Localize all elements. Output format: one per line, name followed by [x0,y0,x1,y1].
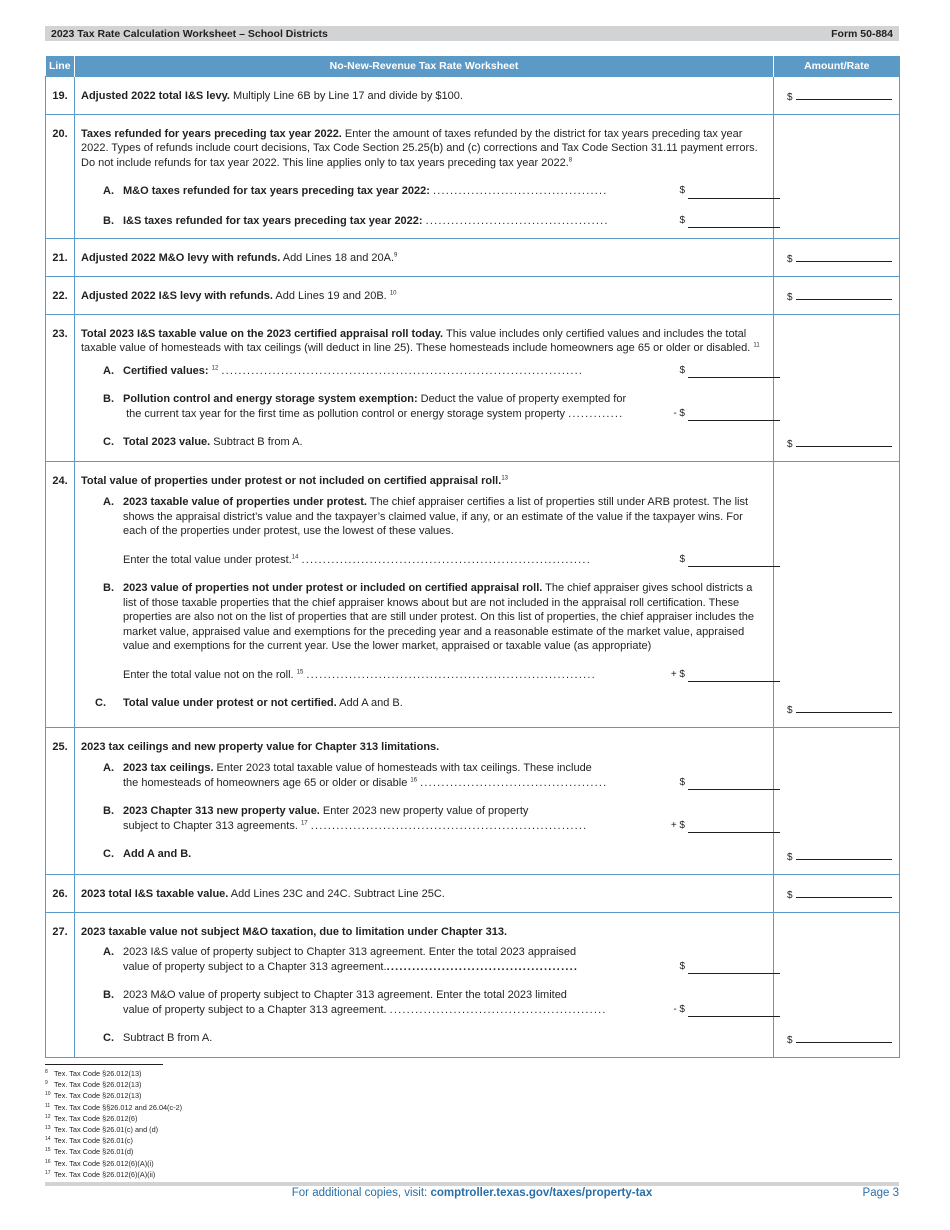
sub-line-c: C. Add A and B. [103,848,192,860]
footer-text: For additional copies, visit: [291,1187,431,1199]
sub-line-a: A. 2023 I&S value of property subject to Chapter 313 agreement. Enter the total 2023 appraised value of property subject to a Chapter 313 agreement.............................................. $ [103,945,767,974]
form-number: Form 50-884 [831,27,893,40]
amount-input[interactable] [688,823,780,833]
line-number: 27. [46,912,75,1057]
sub-line-c: C. Subtract B from A. [103,1032,213,1044]
line-number: 19. [46,76,75,114]
form-header-bar [45,26,899,41]
line-number: 22. [46,277,75,315]
amount-field[interactable]: $ [774,727,900,874]
line-number: 23. [46,314,75,461]
table-row [46,874,900,912]
worksheet-page [45,26,899,1058]
sub-line-b: B. 2023 value of properties not under protest or included on certified appraisal roll. The chief appraiser gives school districts a list of those taxable properties that the chief appraiser knows about but are not included in the appraisal roll certification. These properties are also not on the list of properties that are still under protest. On this list of properties, the chief appraiser includes the market value, appraised value and exemptions for the preceding year and a reasonable estimate of the market value, appraised value and exemptions for the current year. Use the lower market, appraised or taxable value (as appropriate) Enter the total value not on the roll. $^{15}$ .................................................................... + $ [103,581,767,682]
footer-link[interactable]: comptroller.texas.gov/taxes/property-tax [430,1187,653,1199]
amount-field[interactable]: $ [774,874,900,912]
footnote: 14 Tex. Tax Code §26.01(c) [45,1136,133,1146]
amount-input[interactable] [688,780,780,790]
amount-input[interactable] [688,1007,780,1017]
col-title-header: No-New-Revenue Tax Rate Worksheet [75,56,774,76]
line-description: Adjusted 2022 M&O levy with refunds. Add Lines 18 and 20A.$^9$ [75,239,774,277]
amount-field[interactable]: $ [774,277,900,315]
footnote: 12 Tex. Tax Code §26.012(6) [45,1113,138,1123]
line-description: 2023 total I&S taxable value. Add Lines 23C and 24C. Subtract Line 25C. [75,874,774,912]
page-footer [45,1187,899,1199]
line-number: 20. [46,114,75,239]
amount-field[interactable]: $ [774,461,900,727]
sub-line-b: B. I&S taxes refunded for tax years preceding tax year 2022: ........................................... $ [103,214,767,229]
amount-cell-empty [774,114,900,239]
table-row [46,727,900,874]
amount-input[interactable] [688,411,780,421]
line-description: Adjusted 2022 I&S levy with refunds. Add Lines 19 and 20B. $^{10}$ [75,277,774,315]
table-row [46,912,900,1057]
line-description: Total 2023 I&S taxable value on the 2023 certified appraisal roll today. This value includes only certified values and includes the total taxable value of homesteads with tax ceilings (will deduct in line 25). These homesteads include homeowners age 65 or older or disabled. $^{11}$ A. Certified values: $^{12}$ ..................................................................................... $ B. Pollution control and energy storage system exemption: Deduct the value of property exempted for the current tax year for the first time as pollution control or energy storage system property ............. - $ C. Total 2023 value. Subtract B from A. [75,314,774,461]
amount-field[interactable]: $ [774,314,900,461]
sub-line-b: B. Pollution control and energy storage system exemption: Deduct the value of property exempted for the current tax year for the first time as pollution control or energy storage system property ............. - $ [103,392,767,421]
footnote: 10 Tex. Tax Code §26.012(13) [45,1091,142,1101]
line-number: 26. [46,874,75,912]
table-row [46,114,900,239]
sub-line-a: A. 2023 taxable value of properties under protest. The chief appraiser certifies a list of properties still under ARB protest. The list shows the appraisal district’s value and the taxpayer’s claimed value, if any, or an estimate of the value if the taxpayer wins. For each of the properties under protest, use the lowest of these values. Enter the total value under protest.$^{14}$ .................................................................... $ [103,495,767,567]
table-row [46,314,900,461]
footnote: 15 Tex. Tax Code §26.01(d) [45,1147,134,1157]
sub-line-c: C. Total value under protest or not certified. Add A and B. [95,697,403,709]
table-row [46,239,900,277]
table-row [46,76,900,114]
table-row [46,277,900,315]
footnote: 13 Tex. Tax Code §26.01(c) and (d) [45,1125,159,1135]
amount-input[interactable] [688,189,780,199]
amount-input[interactable] [688,368,780,378]
form-title: 2023 Tax Rate Calculation Worksheet – School Districts [51,27,328,40]
footnote: 17 Tex. Tax Code §26.012(6)(A)(ii) [45,1169,156,1179]
sub-line-b: B. 2023 Chapter 313 new property value. Enter 2023 new property value of property subject to Chapter 313 agreements. $^{17}$ ................................................................. + $ [103,804,767,833]
footnote: 16 Tex. Tax Code §26.012(6)(A)(i) [45,1158,154,1168]
sub-line-a: A. Certified values: $^{12}$ ..................................................................................... $ [103,364,767,379]
sub-line-b: B. 2023 M&O value of property subject to Chapter 313 agreement. Enter the total 2023 limited value of property subject to a Chapter 313 agreement. ................................................... - $ [103,988,767,1017]
line-description: 2023 taxable value not subject M&O taxation, due to limitation under Chapter 313. A. 2023 I&S value of property subject to Chapter 313 agreement. Enter the total 2023 appraised value of property subject to a Chapter 313 agreement.............................................. $ B. 2023 M&O value of property subject to Chapter 313 agreement. Enter the total 2023 limited value of property subject to a Chapter 313 agreement. ................................................... - $ C. Subtract B from A. [75,912,774,1057]
table-row [46,461,900,727]
amount-field[interactable]: $ [774,239,900,277]
line-number: 24. [46,461,75,727]
line-description: 2023 tax ceilings and new property value for Chapter 313 limitations. A. 2023 tax ceilings. Enter 2023 total taxable value of homesteads with tax ceilings. These include the homesteads of homeowners age 65 or older or disable $^{16}$ ............................................ $ B. 2023 Chapter 313 new property value. Enter 2023 new property value of property subject to Chapter 313 agreements. $^{17}$ ................................................................. + $ C. Add A and B. [75,727,774,874]
amount-field[interactable]: $ [774,912,900,1057]
line-description: Total value of properties under protest or not included on certified appraisal roll.$^{13}$ A. 2023 taxable value of properties under protest. The chief appraiser certifies a list of properties still under ARB protest. The list shows the appraisal district’s value and the taxpayer’s claimed value, if any, or an estimate of the value if the taxpayer wins. For each of the properties under protest, use the lowest of these values. Enter the total value under protest.$^{14}$ .................................................................... $ B. 2023 value of properties not under protest or included on certified appraisal roll. The chief appraiser gives school districts a list of those taxable properties that the chief appraiser knows about but are not included in the appraisal roll certification. These properties are also not on the list of properties that are still under protest. On this list of properties, the chief appraiser includes the market value, appraised value and exemptions for the preceding year and a reasonable estimate of the market value, appraised value and exemptions for the current year. Use the lower market, appraised or taxable value (as appropriate) Enter the total value not on the roll. $^{15}$ .................................................................... + $ C. Total value under protest or not certified. Add A and B. [75,461,774,727]
footnote: 11 Tex. Tax Code §§26.012 and 26.04(c-2) [45,1102,183,1112]
footnotes [45,1068,182,1180]
line-number: 25. [46,727,75,874]
worksheet-table [45,56,900,1058]
footer-divider-bar [45,1182,899,1186]
amount-input[interactable] [688,964,780,974]
line-number: 21. [46,239,75,277]
amount-input[interactable] [688,672,780,682]
footnote: 8 Tex. Tax Code §26.012(13) [45,1069,142,1078]
page-number: Page 3 [862,1187,899,1199]
line-description: Taxes refunded for years preceding tax year 2022. Enter the amount of taxes refunded by the district for tax years preceding tax year 2022. Types of refunds include court decisions, Tax Code Section 25.25(b) and (c) corrections and Tax Code Section 31.11 payment errors. Do not include refunds for tax year 2022. This line applies only to tax years preceding tax year 2022.$^8$ A. M&O taxes refunded for tax years preceding tax year 2022: ......................................... $ B. I&S taxes refunded for tax years preceding tax year 2022: ........................................... $ [75,114,774,239]
sub-line-a: A. M&O taxes refunded for tax years preceding tax year 2022: ......................................... $ [103,184,767,199]
sub-line-a: A. 2023 tax ceilings. Enter 2023 total taxable value of homesteads with tax ceilings. These include the homesteads of homeowners age 65 or older or disable $^{16}$ ............................................ $ [103,761,767,790]
footnote-divider [45,1064,163,1065]
line-description: Adjusted 2022 total I&S levy. Multiply Line 6B by Line 17 and divide by $100. [75,76,774,114]
table-header-row [46,56,900,76]
footnote: 9 Tex. Tax Code §26.012(13) [45,1080,142,1090]
sub-line-c: C. Total 2023 value. Subtract B from A. [103,436,303,448]
amount-field[interactable]: $ [774,76,900,114]
amount-input[interactable] [688,218,780,228]
col-line-header: Line [46,56,75,76]
amount-input[interactable] [688,557,780,567]
col-amount-header: Amount/Rate [774,56,900,76]
